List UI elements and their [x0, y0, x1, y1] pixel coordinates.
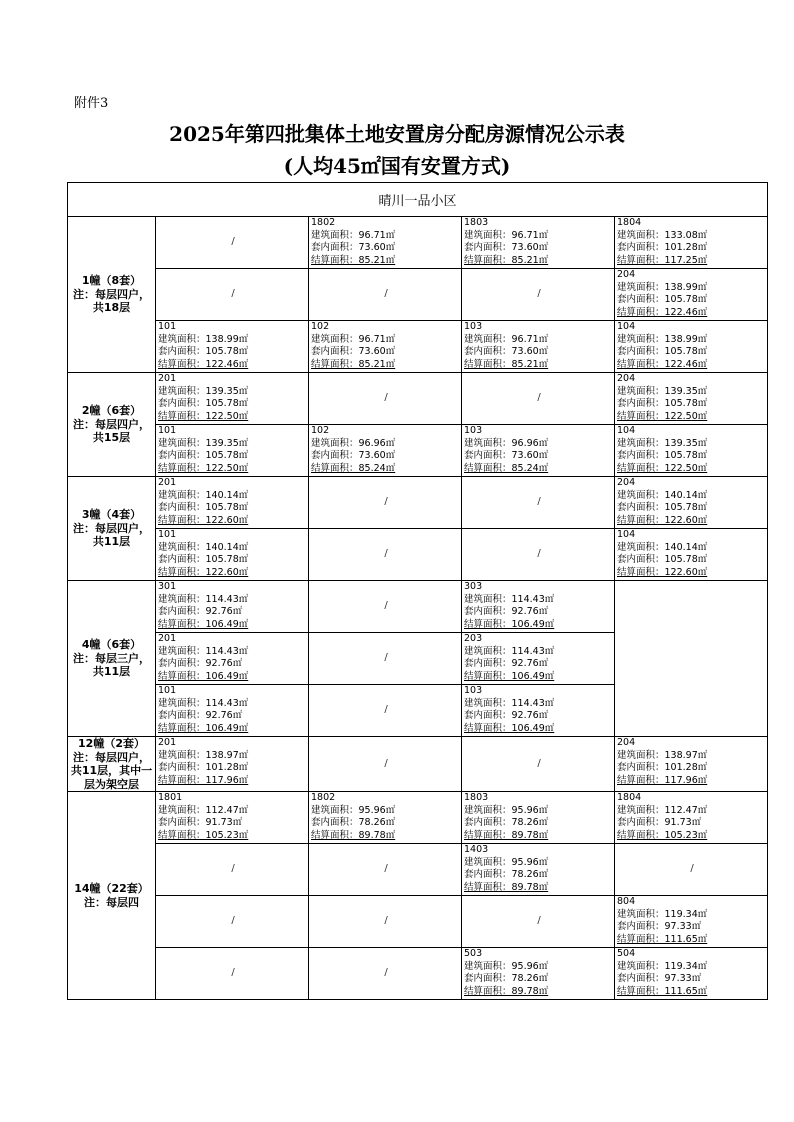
unit-cell [462, 844, 615, 896]
unit-number: 1803 [464, 792, 489, 803]
table-row [68, 948, 768, 1000]
unit-inner-area: 套内面积：92.76㎡ [464, 606, 549, 617]
unit-settle-area: 结算面积：122.60㎡ [158, 514, 249, 526]
unit-settle-area: 结算面积：111.65㎡ [617, 985, 708, 997]
page-subtitle: (人均45㎡国有安置方式) [283, 154, 511, 178]
unit-cell [309, 217, 462, 269]
unit-number: 101 [158, 529, 177, 540]
unit-inner-area: 套内面积：78.26㎡ [464, 869, 549, 880]
unit-number: 1803 [464, 217, 489, 228]
unit-cell [462, 321, 615, 373]
community-header: 晴川一品小区 [68, 183, 768, 217]
building-label [68, 792, 156, 1000]
unit-settle-area: 结算面积：122.50㎡ [158, 462, 249, 474]
unit-settle-area: 结算面积：105.23㎡ [617, 829, 708, 841]
unit-cell [462, 425, 615, 477]
unit-inner-area: 套内面积：92.76㎡ [158, 606, 243, 617]
building-label [68, 217, 156, 373]
empty-cell: / [309, 685, 462, 737]
unit-settle-area: 结算面积：122.60㎡ [617, 514, 708, 526]
unit-inner-area: 套内面积：73.60㎡ [311, 450, 396, 461]
housing-table [67, 182, 768, 1000]
housing-table-body [68, 183, 768, 1000]
empty-cell: / [309, 477, 462, 529]
unit-settle-area: 结算面积：122.46㎡ [617, 306, 708, 318]
unit-number: 1403 [464, 844, 489, 855]
unit-build-area: 建筑面积：139.35㎡ [617, 385, 708, 397]
unit-cell [309, 792, 462, 844]
unit-inner-area: 套内面积：105.78㎡ [158, 398, 249, 409]
unit-cell [615, 373, 768, 425]
unit-build-area: 建筑面积：114.43㎡ [158, 593, 249, 605]
unit-build-area: 建筑面积：139.35㎡ [617, 437, 708, 449]
building-label [68, 581, 156, 737]
unit-number: 204 [617, 373, 636, 384]
unit-build-area: 建筑面积：139.35㎡ [158, 385, 249, 397]
unit-build-area: 建筑面积：140.14㎡ [617, 489, 708, 501]
unit-settle-area: 结算面积：106.49㎡ [464, 722, 555, 734]
unit-build-area: 建筑面积：119.34㎡ [617, 908, 708, 920]
unit-inner-area: 套内面积：97.33㎡ [617, 921, 702, 932]
unit-build-area: 建筑面积：96.71㎡ [311, 229, 396, 241]
building-name: 2幢（6套） [81, 404, 142, 418]
unit-settle-area: 结算面积：85.24㎡ [464, 462, 549, 474]
building-note: 注：每层四户，共18层 [73, 287, 150, 315]
unit-build-area: 建筑面积：140.14㎡ [158, 541, 249, 553]
unit-build-area: 建筑面积：140.14㎡ [158, 489, 249, 501]
unit-cell [309, 321, 462, 373]
empty-cell: / [615, 844, 768, 896]
unit-cell [462, 792, 615, 844]
unit-build-area: 建筑面积：138.97㎡ [158, 749, 249, 761]
unit-cell [156, 477, 309, 529]
unit-number: 101 [158, 321, 177, 332]
unit-cell [615, 321, 768, 373]
building-note: 注：每层四户，共15层 [73, 417, 150, 445]
unit-number: 204 [617, 269, 636, 280]
unit-number: 303 [464, 581, 483, 592]
unit-build-area: 建筑面积：114.43㎡ [464, 593, 555, 605]
unit-settle-area: 结算面积：106.49㎡ [158, 618, 249, 630]
unit-build-area: 建筑面积：95.96㎡ [464, 804, 549, 816]
unit-cell [156, 581, 309, 633]
unit-settle-area: 结算面积：85.21㎡ [464, 358, 549, 370]
empty-cell: / [309, 529, 462, 581]
unit-number: 804 [617, 896, 636, 907]
unit-build-area: 建筑面积：95.96㎡ [464, 960, 549, 972]
unit-cell [615, 217, 768, 269]
unit-build-area: 建筑面积：119.34㎡ [617, 960, 708, 972]
unit-inner-area: 套内面积：78.26㎡ [464, 973, 549, 984]
unit-build-area: 建筑面积：112.47㎡ [617, 804, 708, 816]
unit-build-area: 建筑面积：96.71㎡ [311, 333, 396, 345]
building-label [68, 737, 156, 792]
unit-settle-area: 结算面积：106.49㎡ [158, 722, 249, 734]
unit-cell [462, 685, 615, 737]
table-row [68, 896, 768, 948]
unit-number: 1804 [617, 792, 642, 803]
unit-inner-area: 套内面积：105.78㎡ [617, 450, 708, 461]
building-note: 注：每层四 [84, 895, 139, 909]
unit-settle-area: 结算面积：89.78㎡ [311, 829, 396, 841]
unit-settle-area: 结算面积：89.78㎡ [464, 881, 549, 893]
building-name: 12幢（2套） [78, 737, 145, 750]
unit-cell [615, 896, 768, 948]
page-title: 2025年第四批集体土地安置房分配房源情况公示表 [169, 122, 625, 146]
unit-number: 1802 [311, 217, 336, 228]
unit-cell [156, 737, 309, 792]
unit-cell [156, 685, 309, 737]
empty-cell: / [462, 373, 615, 425]
unit-inner-area: 套内面积：101.28㎡ [617, 762, 708, 773]
unit-cell [309, 425, 462, 477]
unit-inner-area: 套内面积：105.78㎡ [158, 554, 249, 565]
unit-build-area: 建筑面积：138.99㎡ [617, 281, 708, 293]
unit-inner-area: 套内面积：91.73㎡ [617, 817, 702, 828]
unit-build-area: 建筑面积：95.96㎡ [464, 856, 549, 868]
unit-number: 1802 [311, 792, 336, 803]
unit-inner-area: 套内面积：73.60㎡ [311, 346, 396, 357]
unit-number: 504 [617, 948, 636, 959]
empty-cell: / [462, 896, 615, 948]
building-note: 注：每层三户，共11层 [73, 651, 150, 679]
unit-inner-area: 套内面积：92.76㎡ [158, 710, 243, 721]
unit-settle-area: 结算面积：117.96㎡ [617, 774, 708, 786]
building-name: 14幢（22套） [74, 882, 149, 895]
unit-settle-area: 结算面积：89.78㎡ [464, 829, 549, 841]
building-label [68, 477, 156, 581]
blank-cell [615, 581, 768, 737]
unit-build-area: 建筑面积：112.47㎡ [158, 804, 249, 816]
unit-cell [462, 633, 615, 685]
empty-cell: / [462, 477, 615, 529]
empty-cell: / [156, 896, 309, 948]
unit-cell [462, 217, 615, 269]
unit-settle-area: 结算面积：106.49㎡ [158, 670, 249, 682]
empty-cell: / [156, 844, 309, 896]
unit-inner-area: 套内面积：73.60㎡ [464, 346, 549, 357]
unit-settle-area: 结算面积：85.21㎡ [464, 254, 549, 266]
building-note: 注：每层四户，共11层，其中一层为架空层 [70, 750, 153, 791]
unit-build-area: 建筑面积：114.43㎡ [158, 645, 249, 657]
unit-number: 1801 [158, 792, 183, 803]
unit-number: 201 [158, 477, 177, 488]
unit-inner-area: 套内面积：78.26㎡ [464, 817, 549, 828]
unit-inner-area: 套内面积：92.76㎡ [158, 658, 243, 669]
unit-cell [615, 269, 768, 321]
table-row [68, 737, 768, 792]
unit-inner-area: 套内面积：92.76㎡ [464, 658, 549, 669]
empty-cell: / [156, 948, 309, 1000]
unit-number: 204 [617, 737, 636, 748]
unit-inner-area: 套内面积：97.33㎡ [617, 973, 702, 984]
unit-inner-area: 套内面积：105.78㎡ [617, 502, 708, 513]
unit-cell [156, 425, 309, 477]
empty-cell: / [309, 896, 462, 948]
unit-inner-area: 套内面积：101.28㎡ [158, 762, 249, 773]
unit-number: 101 [158, 425, 177, 436]
unit-build-area: 建筑面积：96.96㎡ [311, 437, 396, 449]
unit-number: 101 [158, 685, 177, 696]
unit-build-area: 建筑面积：96.71㎡ [464, 229, 549, 241]
unit-cell [615, 737, 768, 792]
table-row [68, 792, 768, 844]
unit-inner-area: 套内面积：101.28㎡ [617, 242, 708, 253]
unit-cell [615, 792, 768, 844]
unit-settle-area: 结算面积：122.46㎡ [617, 358, 708, 370]
unit-number: 1804 [617, 217, 642, 228]
unit-number: 102 [311, 321, 330, 332]
building-name: 1幢（8套） [81, 274, 142, 288]
unit-number: 103 [464, 425, 483, 436]
unit-number: 103 [464, 685, 483, 696]
unit-build-area: 建筑面积：96.71㎡ [464, 333, 549, 345]
empty-cell: / [309, 633, 462, 685]
table-row [68, 581, 768, 633]
unit-inner-area: 套内面积：73.60㎡ [311, 242, 396, 253]
table-row [68, 217, 768, 269]
unit-number: 301 [158, 581, 177, 592]
unit-build-area: 建筑面积：114.43㎡ [464, 697, 555, 709]
unit-build-area: 建筑面积：114.43㎡ [464, 645, 555, 657]
unit-cell [615, 529, 768, 581]
unit-settle-area: 结算面积：117.96㎡ [158, 774, 249, 786]
unit-inner-area: 套内面积：78.26㎡ [311, 817, 396, 828]
unit-inner-area: 套内面积：105.78㎡ [158, 346, 249, 357]
unit-settle-area: 结算面积：122.50㎡ [617, 410, 708, 422]
unit-inner-area: 套内面积：92.76㎡ [464, 710, 549, 721]
empty-cell: / [309, 581, 462, 633]
table-row [68, 269, 768, 321]
unit-cell [156, 321, 309, 373]
empty-cell: / [309, 737, 462, 792]
unit-inner-area: 套内面积：105.78㎡ [158, 450, 249, 461]
unit-build-area: 建筑面积：138.97㎡ [617, 749, 708, 761]
unit-cell [462, 948, 615, 1000]
annex-label: 附件3 [74, 96, 109, 111]
unit-inner-area: 套内面积：73.60㎡ [464, 450, 549, 461]
unit-inner-area: 套内面积：105.78㎡ [617, 346, 708, 357]
unit-number: 203 [464, 633, 483, 644]
table-row [68, 529, 768, 581]
table-row [68, 373, 768, 425]
unit-number: 103 [464, 321, 483, 332]
unit-number: 201 [158, 633, 177, 644]
empty-cell: / [462, 529, 615, 581]
unit-settle-area: 结算面积：122.60㎡ [158, 566, 249, 578]
unit-number: 503 [464, 948, 483, 959]
unit-inner-area: 套内面积：91.73㎡ [158, 817, 243, 828]
unit-number: 201 [158, 373, 177, 384]
building-note: 注：每层四户，共11层 [73, 521, 150, 549]
empty-cell: / [309, 948, 462, 1000]
unit-settle-area: 结算面积：106.49㎡ [464, 618, 555, 630]
unit-settle-area: 结算面积：122.50㎡ [617, 462, 708, 474]
unit-cell [156, 792, 309, 844]
unit-inner-area: 套内面积：105.78㎡ [617, 554, 708, 565]
unit-build-area: 建筑面积：139.35㎡ [158, 437, 249, 449]
unit-inner-area: 套内面积：105.78㎡ [617, 294, 708, 305]
empty-cell: / [462, 269, 615, 321]
unit-settle-area: 结算面积：122.60㎡ [617, 566, 708, 578]
empty-cell: / [309, 844, 462, 896]
unit-number: 104 [617, 321, 636, 332]
unit-settle-area: 结算面积：85.21㎡ [311, 358, 396, 370]
unit-build-area: 建筑面积：95.96㎡ [311, 804, 396, 816]
unit-number: 201 [158, 737, 177, 748]
empty-cell: / [156, 217, 309, 269]
unit-number: 104 [617, 425, 636, 436]
unit-number: 104 [617, 529, 636, 540]
unit-cell [156, 529, 309, 581]
unit-build-area: 建筑面积：133.08㎡ [617, 229, 708, 241]
table-row [68, 844, 768, 896]
empty-cell: / [309, 373, 462, 425]
building-label [68, 373, 156, 477]
table-row [68, 321, 768, 373]
unit-inner-area: 套内面积：105.78㎡ [617, 398, 708, 409]
unit-settle-area: 结算面积：117.25㎡ [617, 254, 708, 266]
unit-cell [156, 633, 309, 685]
unit-build-area: 建筑面积：138.99㎡ [158, 333, 249, 345]
unit-number: 102 [311, 425, 330, 436]
unit-cell [615, 425, 768, 477]
unit-cell [615, 948, 768, 1000]
empty-cell: / [462, 737, 615, 792]
unit-cell [462, 581, 615, 633]
table-row [68, 425, 768, 477]
unit-settle-area: 结算面积：122.50㎡ [158, 410, 249, 422]
empty-cell: / [309, 269, 462, 321]
unit-build-area: 建筑面积：96.96㎡ [464, 437, 549, 449]
unit-build-area: 建筑面积：138.99㎡ [617, 333, 708, 345]
unit-settle-area: 结算面积：85.21㎡ [311, 254, 396, 266]
empty-cell: / [156, 269, 309, 321]
unit-settle-area: 结算面积：105.23㎡ [158, 829, 249, 841]
unit-cell [615, 477, 768, 529]
table-row [68, 477, 768, 529]
unit-settle-area: 结算面积：122.46㎡ [158, 358, 249, 370]
unit-settle-area: 结算面积：89.78㎡ [464, 985, 549, 997]
unit-settle-area: 结算面积：106.49㎡ [464, 670, 555, 682]
unit-settle-area: 结算面积：85.24㎡ [311, 462, 396, 474]
unit-number: 204 [617, 477, 636, 488]
unit-inner-area: 套内面积：105.78㎡ [158, 502, 249, 513]
unit-inner-area: 套内面积：73.60㎡ [464, 242, 549, 253]
unit-settle-area: 结算面积：111.65㎡ [617, 933, 708, 945]
building-name: 3幢（4套） [81, 508, 142, 522]
building-name: 4幢（6套） [81, 638, 142, 652]
unit-build-area: 建筑面积：114.43㎡ [158, 697, 249, 709]
unit-cell [156, 373, 309, 425]
unit-build-area: 建筑面积：140.14㎡ [617, 541, 708, 553]
